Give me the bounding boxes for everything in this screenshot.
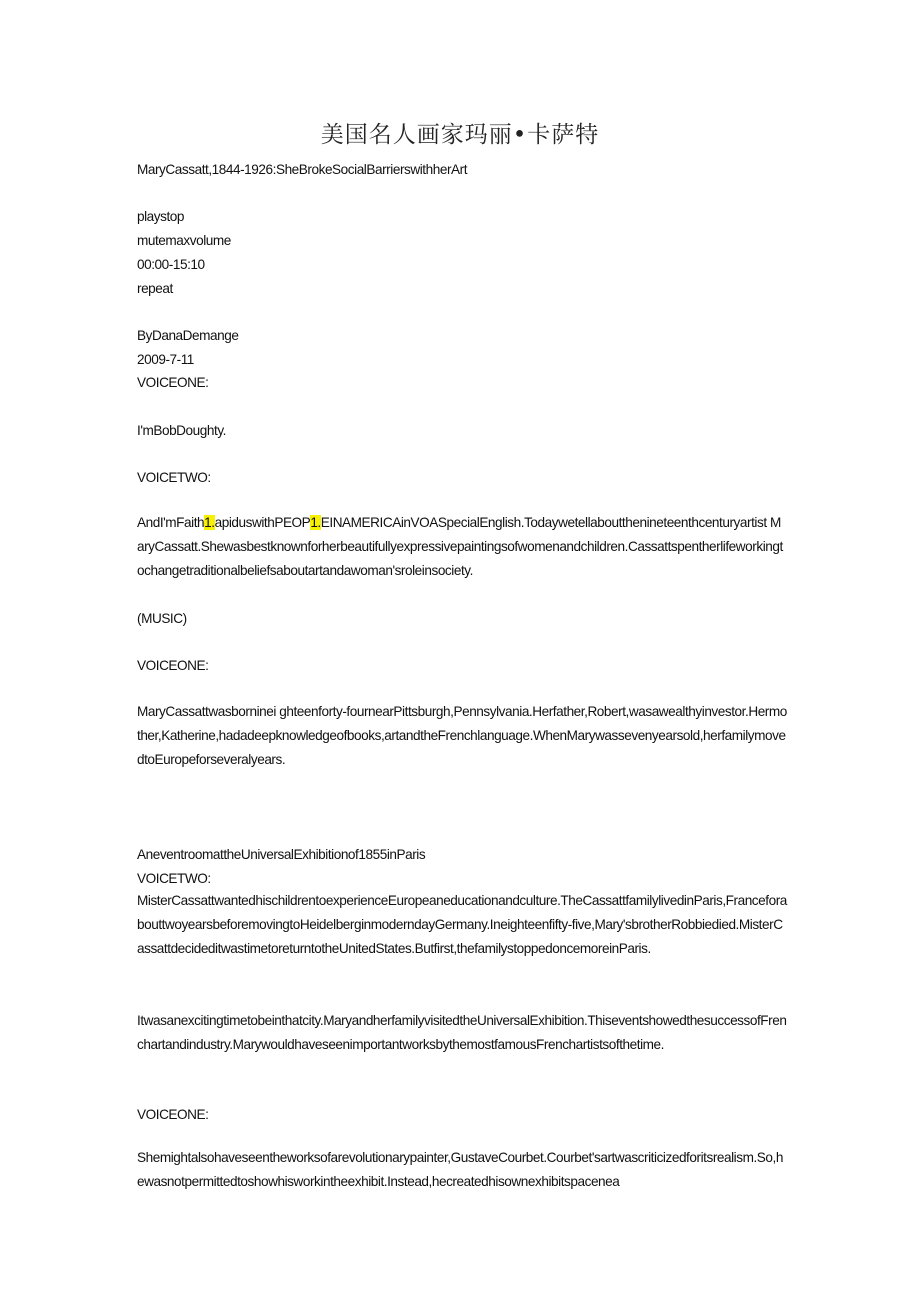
speaker-label: VOICEONE: xyxy=(137,375,209,390)
image-caption: AneventroomattheUniversalExhibitionof1855inParis xyxy=(137,847,426,862)
article-subtitle: MaryCassatt,1844-1926:SheBrokeSocialBarrierswithherArt xyxy=(137,162,468,177)
player-repeat: repeat xyxy=(137,281,173,296)
paragraph-europe: MisterCassattwantedhischildrentoexperienceEuropeaneducationandculture.TheCassattfamilylivedinParis,FranceforabouttwoyearsbeforemovingtoHeidelberginmoderndayGermany.Ineighteenfifty-five,Mary'sbrotherRobbiedied.MisterCassattdecideditwastimetoreturntotheUnitedStates.Butfirst,thefamilystoppedoncemoreinParis. xyxy=(137,893,787,956)
music-cue: (MUSIC) xyxy=(137,611,187,626)
speaker-label: VOICETWO: xyxy=(137,470,211,485)
player-time: 00:00-15:10 xyxy=(137,257,205,272)
byline: ByDanaDemange xyxy=(137,328,239,343)
speaker-label: VOICETWO: xyxy=(137,871,211,886)
player-controls-play-stop: playstop xyxy=(137,209,185,224)
speaker-label: VOICEONE: xyxy=(137,1107,209,1122)
paragraph-birth: MaryCassattwasborninei ghteenforty-fournearPittsburgh,Pennsylvania.Herfather,Robert,wasawealthyinvestor.Hermother,Katherine,hadadeepknowledgeofbooks,artandtheFrenchlanguage.WhenMarywassevenyearsold,herfamilymovedtoEuropeforseveralyears. xyxy=(137,704,787,767)
paragraph-intro xyxy=(137,511,787,583)
page-title: 美国名人画家玛丽•卡萨特 xyxy=(320,122,600,148)
player-controls-volume: mutemaxvolume xyxy=(137,233,231,248)
paragraph-text: AndI'mFaith xyxy=(137,515,205,530)
dialogue-line: I'mBobDoughty. xyxy=(137,423,226,438)
highlighted-text: 1. xyxy=(310,515,321,530)
paragraph-text: apiduswithPEOP xyxy=(214,515,311,530)
paragraph-text: EINAMERICAinVOASpecialEnglish.Todaywetellaboutthenineteenthcenturyartist MaryCassatt.Shewasbestknownforherbeautifullyexpressivepaintingsofwomenandchildren.Cassattspentherlifeworkingtochangetraditionalbeliefsaboutartandawoman'sroleinsociety. xyxy=(137,515,783,578)
speaker-label: VOICEONE: xyxy=(137,658,209,673)
publish-date: 2009-7-11 xyxy=(137,352,194,367)
paragraph-exhibition: Itwasanexcitingtimetobeinthatcity.MaryandherfamilyvisitedtheUniversalExhibition.ThiseventshowedthesuccessofFrenchartandindustry.MarywouldhaveseenimportantworksbythemostfamousFrenchartistsofthetime. xyxy=(137,1013,787,1052)
paragraph-courbet: Shemightalsohaveseentheworksofarevolutionarypainter,GustaveCourbet.Courbet'sartwascriticizedforitsrealism.So,hewasnotpermittedtoshowhisworkintheexhibit.Instead,hecreatedhisownexhibitspacenea xyxy=(137,1150,783,1189)
highlighted-text: 1. xyxy=(204,515,215,530)
